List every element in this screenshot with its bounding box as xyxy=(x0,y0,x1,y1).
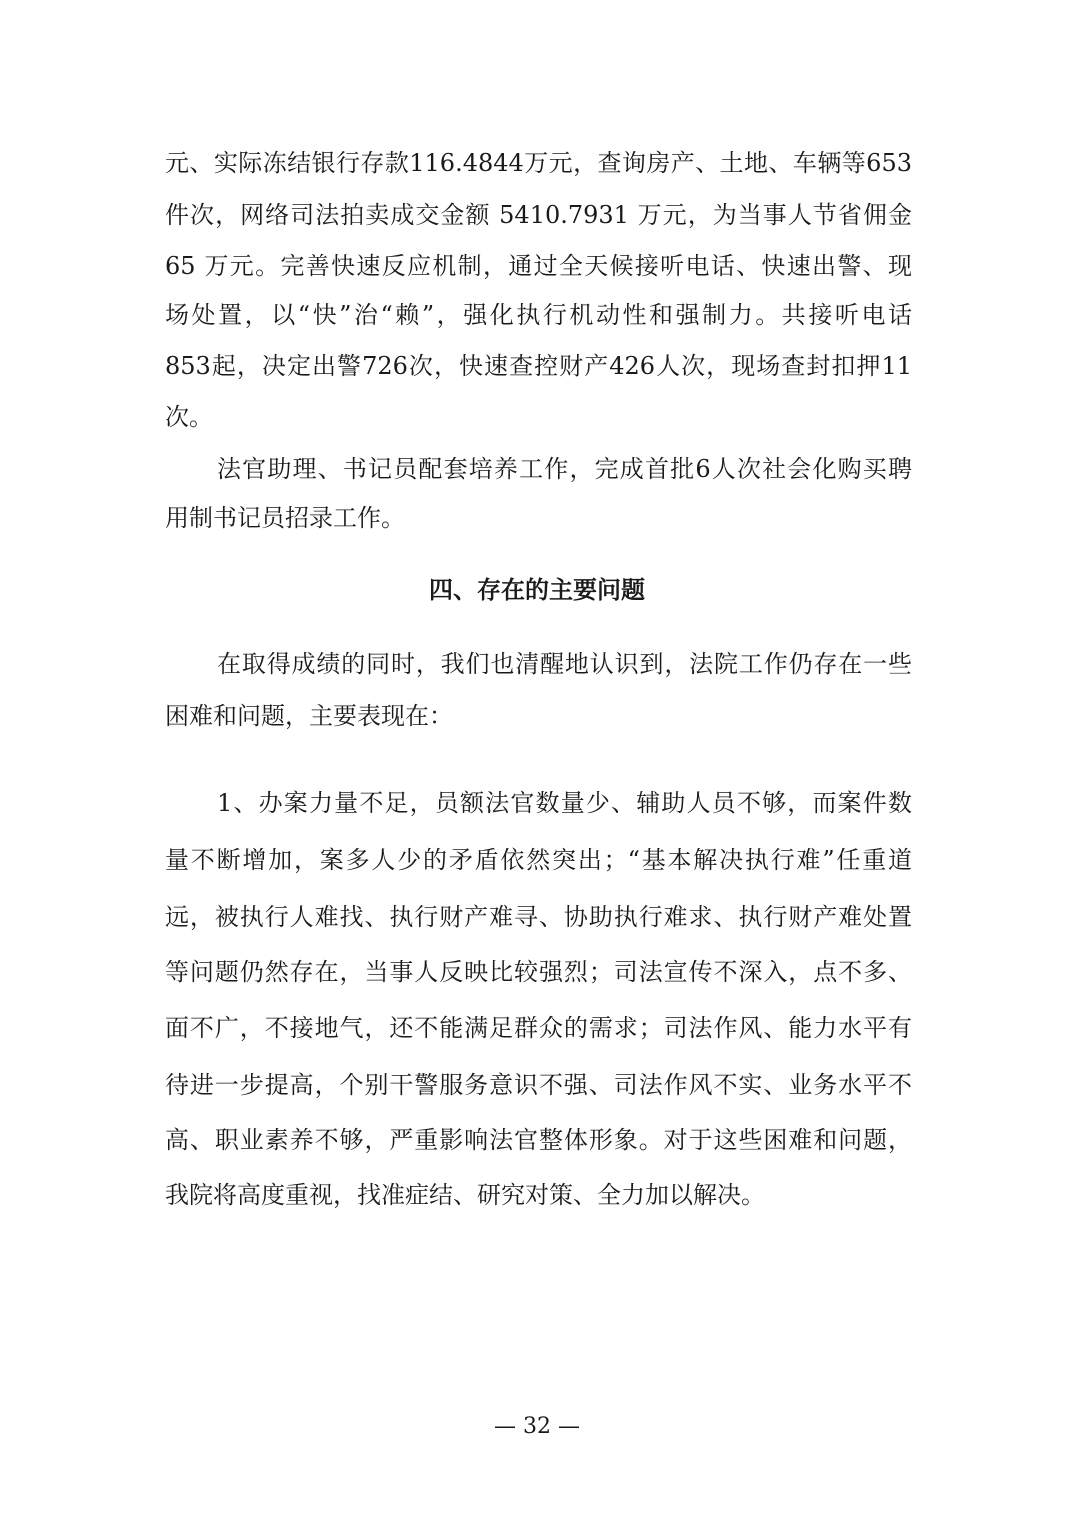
paragraph-line: 困难和问题，主要表现在： xyxy=(165,702,453,730)
paragraph-line: 65 万元。完善快速反应机制，通过全天候接听电话、快速出警、现 xyxy=(165,252,912,280)
paragraph-line: 件次，网络司法拍卖成交金额 5410.7931 万元，为当事人节省佣金 xyxy=(165,201,912,229)
paragraph-line: 量不断增加，案多人少的矛盾依然突出；“基本解决执行难”任重道 xyxy=(165,846,912,874)
paragraph-line: 次。 xyxy=(165,403,213,431)
page-number: — 32 — xyxy=(494,1414,580,1439)
paragraph-line: 高、职业素养不够，严重影响法官整体形象。对于这些困难和问题， xyxy=(165,1126,912,1154)
paragraph-line: 场处置，以“快”治“赖”，强化执行机动性和强制力。共接听电话 xyxy=(165,301,912,329)
paragraph-line: 1、办案力量不足，员额法官数量少、辅助人员不够，而案件数 xyxy=(217,789,912,817)
paragraph-line: 用制书记员招录工作。 xyxy=(165,504,405,532)
section-heading: 四、存在的主要问题 xyxy=(429,575,645,604)
paragraph-line: 在取得成绩的同时，我们也清醒地认识到，法院工作仍存在一些 xyxy=(217,650,912,678)
paragraph-line: 待进一步提高，个别干警服务意识不强、司法作风不实、业务水平不 xyxy=(165,1071,912,1099)
paragraph-line: 法官助理、书记员配套培养工作，完成首批6人次社会化购买聘 xyxy=(217,455,912,483)
paragraph-line: 远，被执行人难找、执行财产难寻、协助执行难求、执行财产难处置 xyxy=(165,903,912,931)
paragraph-line: 等问题仍然存在，当事人反映比较强烈；司法宣传不深入，点不多、 xyxy=(165,958,912,986)
paragraph-line: 我院将高度重视，找准症结、研究对策、全力加以解决。 xyxy=(165,1181,765,1209)
paragraph-line: 元、实际冻结银行存款116.4844万元，查询房产、土地、车辆等653 xyxy=(165,149,912,177)
paragraph-line: 面不广，不接地气，还不能满足群众的需求；司法作风、能力水平有 xyxy=(165,1014,912,1042)
paragraph-line: 853起，决定出警726次，快速查控财产426人次，现场查封扣押11 xyxy=(165,352,912,380)
